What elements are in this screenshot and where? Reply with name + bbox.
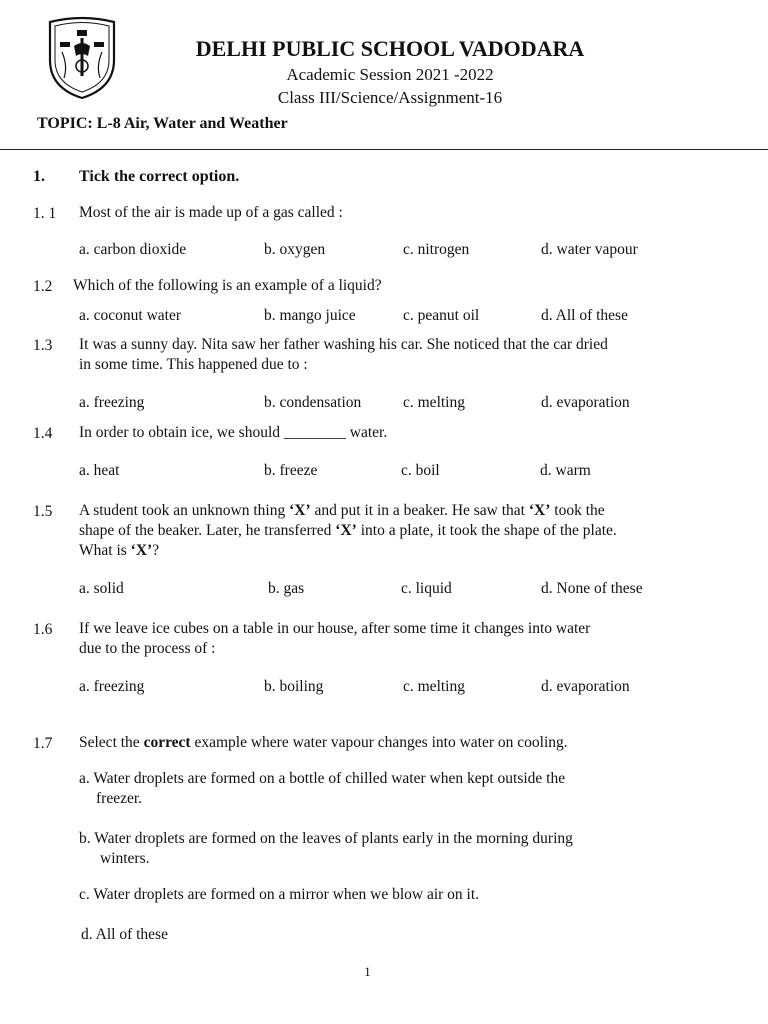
- question-text: Select the correct example where water vapour changes into water on cooling.: [79, 734, 568, 751]
- option: d. warm: [540, 462, 591, 479]
- question-number: 1. 1: [33, 205, 57, 222]
- x-marker: ‘X’: [130, 542, 153, 559]
- class-subject-line: Class III/Science/Assignment-16: [277, 88, 503, 107]
- x-marker: ‘X’: [335, 522, 357, 539]
- x-marker: ‘X’: [289, 502, 311, 519]
- option: c. melting: [403, 394, 465, 411]
- question-text: Which of the following is an example of a liquid?: [73, 277, 382, 294]
- section-title: Tick the correct option.: [79, 168, 240, 185]
- question-text-line-2: shape of the beaker. Later, he transferred ‘X’ into a plate, it took the shape of the plate.: [79, 522, 617, 539]
- question-number: 1.5: [33, 503, 53, 520]
- option: a. coconut water: [79, 307, 181, 324]
- option: c. nitrogen: [403, 241, 470, 258]
- option: b. freeze: [264, 462, 318, 479]
- option: a. freezing: [79, 678, 145, 695]
- option: d. water vapour: [541, 241, 638, 258]
- question-number: 1.7: [33, 735, 53, 752]
- question-number: 1.3: [33, 337, 53, 354]
- school-name: DELHI PUBLIC SCHOOL VADODARA: [195, 36, 585, 61]
- option: d. evaporation: [541, 394, 630, 411]
- option: a. Water droplets are formed on a bottle of chilled water when kept outside the: [79, 770, 566, 787]
- emphasis-correct: correct: [143, 734, 191, 751]
- option-continued: winters.: [100, 850, 150, 867]
- question-text: Most of the air is made up of a gas called :: [79, 204, 343, 221]
- header-divider: [0, 149, 768, 150]
- option: b. condensation: [264, 394, 362, 411]
- option: c. liquid: [401, 580, 452, 597]
- option: b. mango juice: [264, 307, 356, 324]
- academic-session: Academic Session 2021 -2022: [286, 65, 494, 84]
- option: a. carbon dioxide: [79, 241, 187, 258]
- question-text: It was a sunny day. Nita saw her father washing his car. She noticed that the car dried: [79, 336, 608, 353]
- option: b. Water droplets are formed on the leaves of plants early in the morning during: [79, 830, 573, 847]
- option: b. oxygen: [264, 241, 326, 258]
- option: d. All of these: [541, 307, 628, 324]
- option: c. peanut oil: [403, 307, 480, 324]
- option: b. boiling: [264, 678, 324, 695]
- topic-heading: TOPIC: L-8 Air, Water and Weather: [37, 115, 288, 132]
- option: c. boil: [401, 462, 440, 479]
- x-marker: ‘X’: [528, 502, 551, 519]
- page-number: 1: [364, 964, 371, 979]
- option-continued: freezer.: [96, 790, 143, 807]
- question-text: due to the process of :: [79, 640, 216, 657]
- option: a. solid: [79, 580, 124, 597]
- question-number: 1.4: [33, 425, 53, 442]
- option: a. freezing: [79, 394, 145, 411]
- question-text-line-1: A student took an unknown thing ‘X’ and put it in a beaker. He saw that ‘X’ took the: [79, 502, 605, 519]
- option: c. melting: [403, 678, 465, 695]
- question-text: If we leave ice cubes on a table in our house, after some time it changes into water: [79, 620, 591, 637]
- option: d. None of these: [541, 580, 643, 597]
- question-text: In order to obtain ice, we should ________ water.: [79, 424, 388, 441]
- question-text: in some time. This happened due to :: [79, 356, 308, 373]
- section-number: 1.: [33, 168, 45, 185]
- option: d. evaporation: [541, 678, 630, 695]
- question-text-line-3: What is ‘X’?: [79, 542, 160, 559]
- question-number: 1.2: [33, 278, 53, 295]
- option: a. heat: [79, 462, 120, 479]
- option: d. All of these: [81, 926, 168, 943]
- option: c. Water droplets are formed on a mirror when we blow air on it.: [79, 886, 480, 903]
- option: b. gas: [268, 580, 305, 597]
- question-number: 1.6: [33, 621, 53, 638]
